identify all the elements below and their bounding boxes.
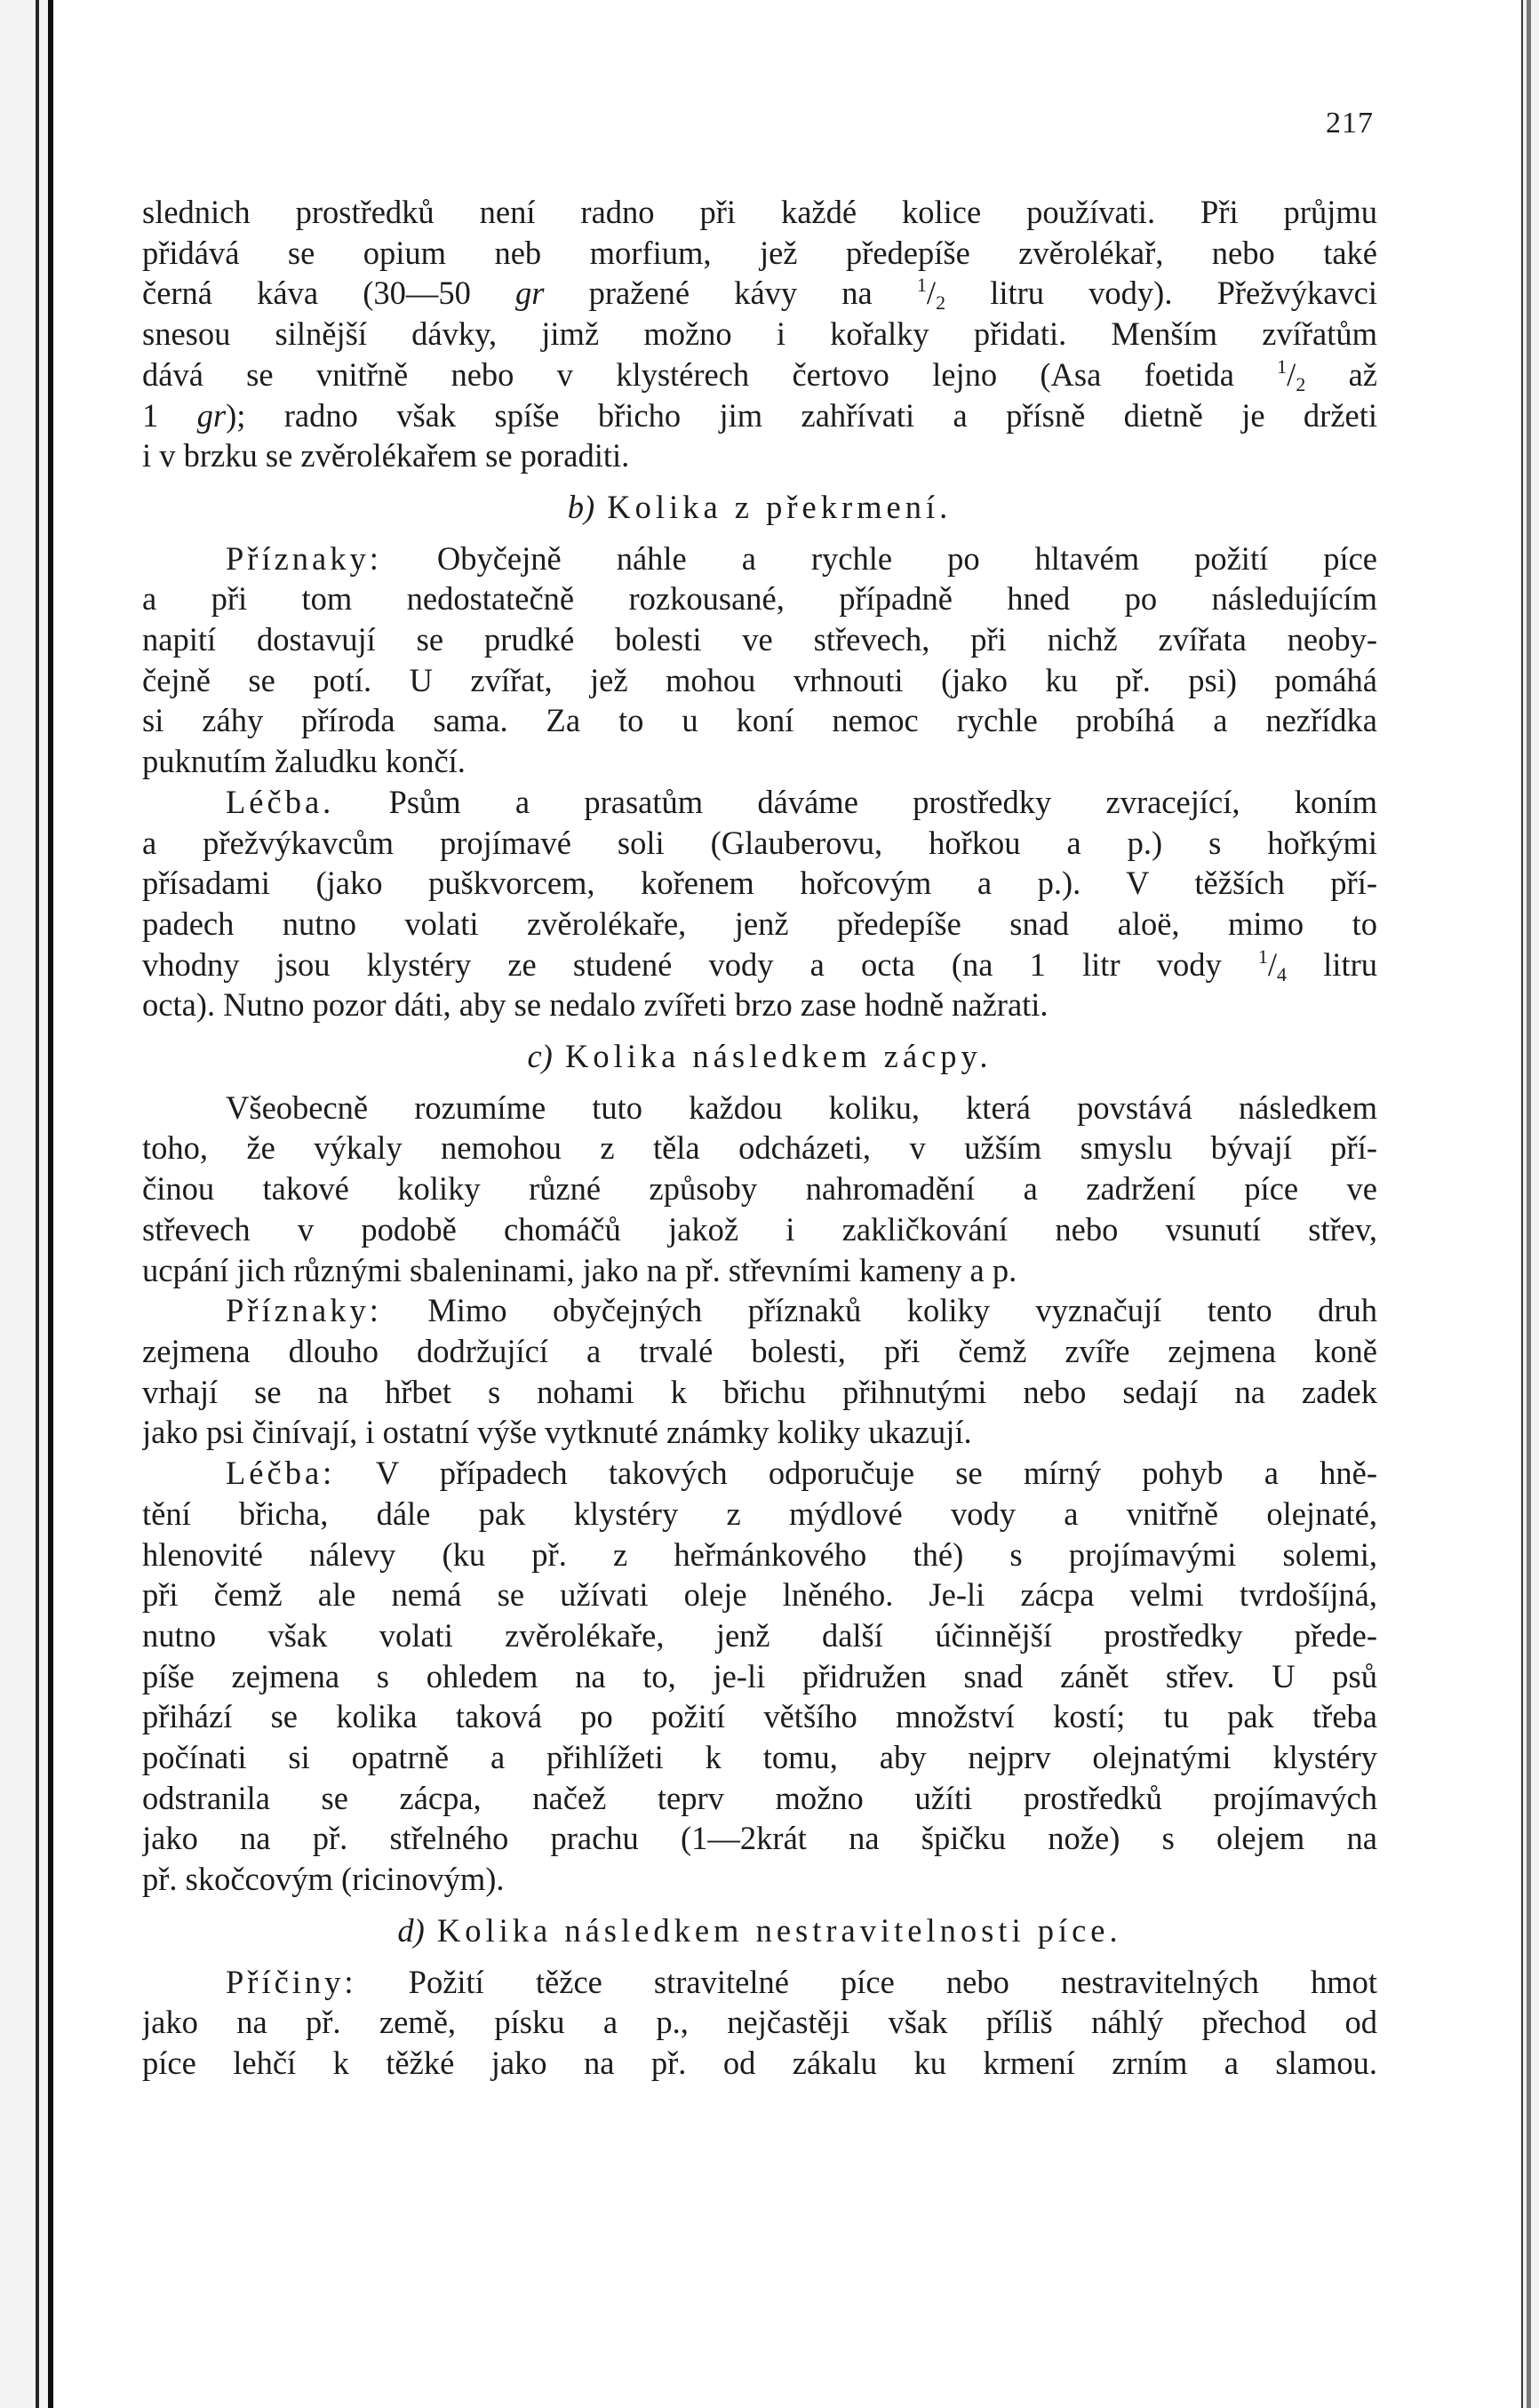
section-heading-c	[142, 1036, 1377, 1077]
text-line	[142, 1962, 1377, 2003]
text-line: přidává se opium neb morfium, jež předepíše zvěrolékař, nebo také	[142, 234, 1377, 271]
text-fragment: Obyčejně náhle a rychle po hltavém požití píce	[381, 539, 1377, 577]
text-line: odstranila se zácpa, načež teprv možno užíti prostředků projímavých	[142, 1779, 1377, 1816]
text-line: toho, že výkaly nemohou z těla odcházeti, v užším smyslu bývají pří-	[142, 1129, 1377, 1167]
heading-letter: c)	[527, 1038, 553, 1075]
paragraph-treatment-b	[142, 782, 1377, 1025]
text-line: přihází se kolika taková po požití většího množství kostí; tu pak třeba	[142, 1698, 1377, 1735]
text-line: dává se vnitřně nebo v klystérech čertovo lejno (Asa foetida $^1/_2$ až	[142, 355, 1377, 395]
book-spine-edge	[0, 0, 53, 2408]
paragraph-treatment-c	[142, 1453, 1377, 1900]
heading-letter: d)	[397, 1911, 425, 1949]
heading-title: Kolika následkem zácpy.	[564, 1038, 993, 1075]
text-line: vrhají se na hřbet s nohami k břichu přihnutými nebo sedají na zadek	[142, 1373, 1377, 1410]
paragraph-causes-d	[142, 1962, 1377, 2084]
text-line: jako na př. země, písku a p., nejčastěji však příliš náhlý přechod od	[142, 2004, 1377, 2041]
text-line: a přežvýkavcům projímavé soli (Glauberovu, hořkou a p.) s hořkými	[142, 824, 1377, 861]
text-line: snesou silnější dávky, jimž možno i kořalky přidati. Menším zvířatům	[142, 315, 1377, 353]
text-line: Všeobecně rozumíme tuto každou koliku, která povstává následkem	[226, 1088, 1377, 1126]
text-fragment: Mimo obyčejných příznaků koliky vyznačují tento druh	[381, 1292, 1377, 1329]
text-line: činou takové koliky různé způsoby nahromadění a zadržení píce ve	[142, 1170, 1377, 1208]
text-line: padech nutno volati zvěrolékaře, jenž předepíše snad aloë, mimo to	[142, 905, 1377, 942]
text-line: černá káva (30—50 gr pražené kávy na $^1/_2$ litru vody). Přežvýkavci	[142, 274, 1377, 315]
paragraph-lead: Příznaky:	[226, 1292, 382, 1329]
text-line: při čemž ale nemá se užívati oleje lněného. Je-li zácpa velmi tvrdošíjná,	[142, 1576, 1377, 1614]
text-line: 1 gr); radno však spíše břicho jim zahřívati a přísně dietně je držeti	[142, 396, 1377, 434]
text-line: napití dostavují se prudké bolesti ve střevech, při nichž zvířata neoby-	[142, 621, 1377, 658]
text-line: octa). Nutno pozor dáti, aby se nedalo zvířeti brzo zase hodně nažrati.	[142, 986, 1049, 1024]
section-heading-b	[142, 487, 1377, 528]
heading-letter: b)	[567, 488, 595, 525]
text-line	[142, 782, 1377, 823]
text-line: a při tom nedostatečně rozkousané, případně hned po následujícím	[142, 580, 1377, 618]
paragraph-lead: Léčba:	[226, 1455, 336, 1492]
page-right-edge	[1521, 0, 1539, 2408]
paragraph-lead: Léčba.	[226, 783, 335, 820]
text-line: př. skočcovým (ricinovým).	[142, 1861, 505, 1898]
heading-title: Kolika z překrmení.	[607, 488, 953, 525]
text-line: zejmena dlouho dodržující a trvalé bolesti, při čemž zvíře zejmena koně	[142, 1332, 1377, 1369]
page-number: 217	[1326, 107, 1374, 140]
text-line: střevech v podobě chomáčů jakož i zakličkování nebo vsunutí střev,	[142, 1210, 1377, 1248]
text-line: i v brzku se zvěrolékařem se poraditi.	[142, 437, 630, 474]
text-line: si záhy příroda sama. Za to u koní nemoc rychle probíhá a nezřídka	[142, 702, 1377, 739]
paragraph-symptoms-c	[142, 1290, 1377, 1453]
heading-title: Kolika následkem nestravitelnosti píce.	[436, 1911, 1122, 1949]
text-line: hlenovité nálevy (ku př. z heřmánkového thé) s projímavými solemi,	[142, 1535, 1377, 1573]
paragraph-lead: Příznaky:	[226, 539, 382, 577]
text-line: píce lehčí k těžké jako na př. od zákalu ku krmení zrním a slamou.	[142, 2044, 1377, 2081]
text-line: píše zejmena s ohledem na to, je-li přidružen snad zánět střev. U psů	[142, 1657, 1377, 1694]
text-line	[142, 1453, 1377, 1494]
text-line: počínati si opatrně a přihlížeti k tomu, aby nejprv olejnatými klystéry	[142, 1739, 1377, 1776]
text-line: jako psi činívají, i ostatní výše vytknuté známky koliky ukazují.	[142, 1414, 972, 1451]
text-line	[142, 1290, 1377, 1331]
paragraph-definition-c	[142, 1088, 1377, 1291]
text-line: čejně se potí. U zvířat, jež mohou vrhnouti (jako ku př. psi) pomáhá	[142, 661, 1377, 698]
text-line: slednich prostředků není radno při každé kolice používati. Při průjmu	[142, 194, 1377, 230]
body-text	[142, 192, 1377, 2084]
paragraph-continuation	[142, 192, 1377, 476]
paragraph-symptoms-b	[142, 538, 1377, 782]
text-fragment: Požití těžce stravitelné píce nebo nestravitelných hmot	[356, 1963, 1377, 2000]
text-line: ucpání jich různými sbaleninami, jako na př. střevními kameny a p.	[142, 1251, 1017, 1288]
text-line	[142, 538, 1377, 579]
text-line: vhodny jsou klystéry ze studené vody a octa (na 1 litr vody $^1/_4$ litru	[142, 945, 1377, 985]
section-heading-d	[142, 1910, 1377, 1951]
text-line: puknutím žaludku končí.	[142, 743, 466, 780]
paragraph-lead: Příčiny:	[226, 1963, 357, 2000]
text-line: nutno však volati zvěrolékaře, jenž další účinnější prostředky přede-	[142, 1616, 1377, 1654]
text-line: přísadami (jako puškvorcem, kořenem hořcovým a p.). V těžších pří-	[142, 865, 1377, 902]
text-fragment: Psům a prasatům dáváme prostředky zvracející, koním	[334, 783, 1377, 820]
text-line: tění břicha, dále pak klystéry z mýdlové vody a vnitřně olejnaté,	[142, 1495, 1377, 1532]
text-line: jako na př. střelného prachu (1—2krát na špičku nože) s olejem na	[142, 1820, 1377, 1857]
text-fragment: V případech takových odporučuje se mírný pohyb a hně-	[335, 1455, 1377, 1492]
